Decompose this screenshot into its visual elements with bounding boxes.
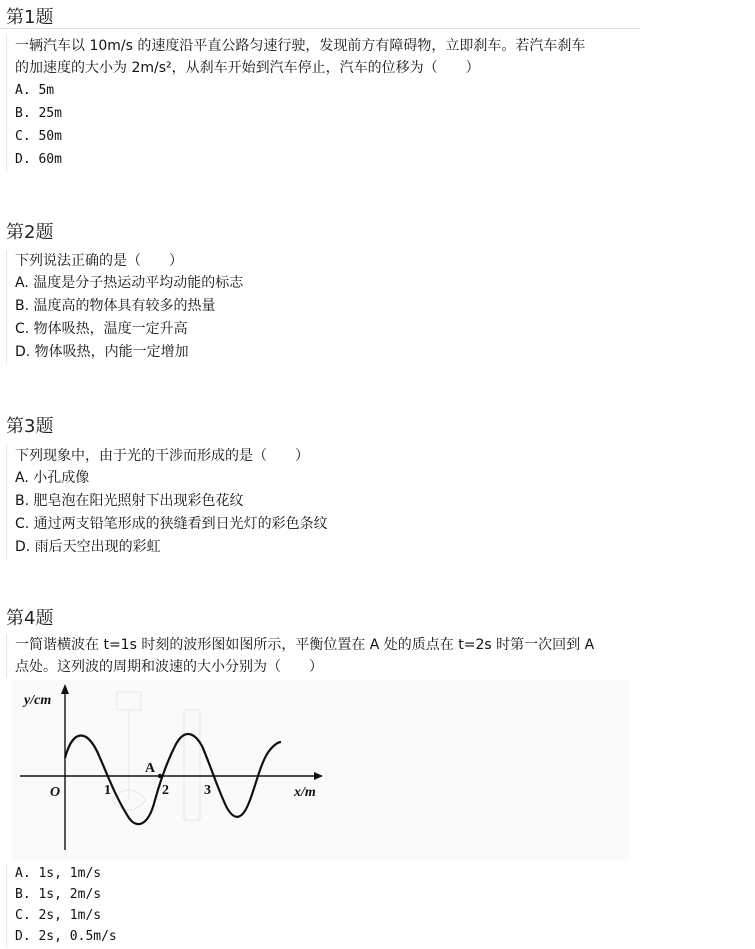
y-axis-arrow [61,684,69,694]
option-d: D. 2s, 0.5m/s [15,929,117,944]
option-c: C. 物体吸热，温度一定升高 [15,321,188,337]
option-b: B. 肥皂泡在阳光照射下出现彩色花纹 [15,493,244,509]
tick-label-1: 1 [104,783,111,798]
option-b: B. 温度高的物体具有较多的热量 [15,298,216,314]
option-d: D. 60m [15,152,62,167]
option-a: A. 小孔成像 [15,470,90,486]
option-c: C. 50m [15,129,62,144]
question-stem-line: 一简谐横波在 t=1s 时刻的波形图如图所示，平衡位置在 A 处的质点在 t=2s 时第一次回到 A [15,637,595,653]
question-body [6,634,594,678]
question-stem-line: 一辆汽车以 10m/s 的速度沿平直公路匀速行驶，发现前方有障碍物，立即刹车。若汽车刹车 [15,38,586,54]
question-stem-line: 的加速度的大小为 2m/s²，从刹车开始到汽车停止，汽车的位移为（ ） [15,60,480,76]
option-a: A. 5m [15,83,55,98]
question-body [6,250,243,364]
x-axis-arrow [314,772,323,780]
option-a: A. 1s, 1m/s [15,866,102,881]
wave-figure [12,680,630,860]
title-divider [0,28,640,29]
question-stem-line: 下列说法正确的是（ ） [15,253,183,269]
question-title: 第1题 [6,7,54,28]
x-axis-label: x/m [294,785,316,800]
point-a-label: A [145,761,156,776]
option-c: C. 2s, 1m/s [15,908,102,923]
option-a: A. 温度是分子热运动平均动能的标志 [15,275,244,291]
question-title: 第4题 [6,608,54,629]
wave-graph [12,680,630,860]
question-body [6,35,585,171]
wave-curve [65,734,281,824]
question-stem-line: 下列现象中，由于光的干涉而形成的是（ ） [15,448,309,464]
option-b: B. 25m [15,106,62,121]
question-title: 第2题 [6,222,54,243]
option-c: C. 通过两支铅笔形成的狭缝看到日光灯的彩色条纹 [15,516,328,532]
origin-label: O [50,785,61,800]
question-stem-line: 点处。这列波的周期和波速的大小分别为（ ） [15,659,323,675]
tick-label-2: 2 [162,783,169,798]
question-options [6,863,117,947]
option-b: B. 1s, 2m/s [15,887,102,902]
point-a-marker [158,774,162,778]
y-axis-label: y/cm [24,693,52,708]
option-d: D. 雨后天空出现的彩虹 [15,539,161,555]
question-title: 第3题 [6,416,54,437]
question-body [6,445,328,559]
option-d: D. 物体吸热，内能一定增加 [15,344,189,360]
tick-label-3: 3 [204,783,211,798]
